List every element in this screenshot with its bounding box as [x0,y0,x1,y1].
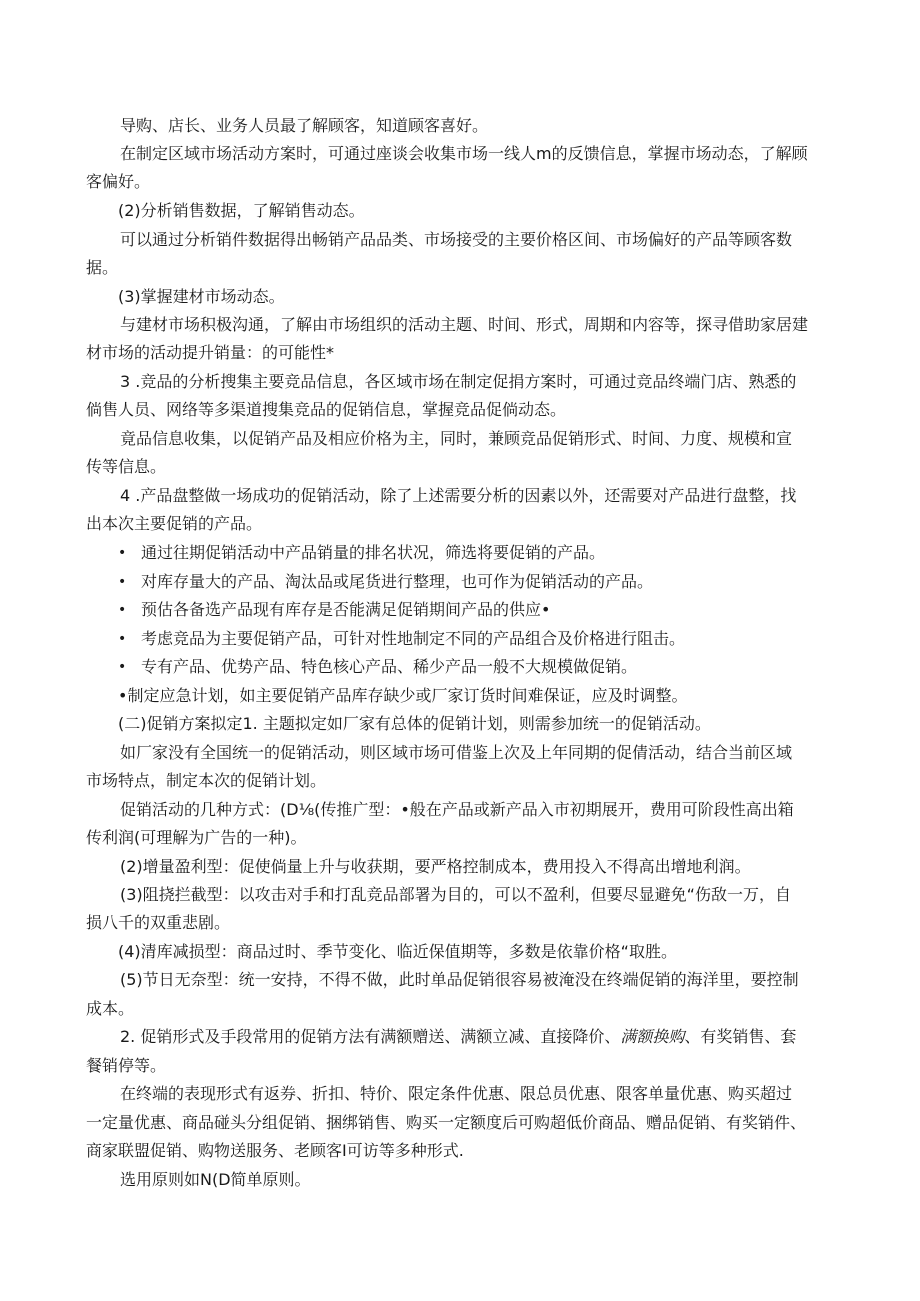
paragraph-line: 传等信息。 [86,457,167,476]
paragraph-line: 竟品信息收集，以促销产品及相应价格为主，同时，兼顾竞品促销形式、时间、力度、规模和宣 [120,429,793,448]
paragraph-line: 成本。 [86,999,135,1018]
bullet-icon: • [118,659,127,675]
paragraph-line: 客偏好。 [86,172,151,191]
paragraph-line: 材市场的活动提升销量：的可能性* [86,343,335,362]
paragraph-line: 餐销停等。 [86,1056,167,1075]
paragraph-line: 选用原则如N(D简单原则。 [120,1170,311,1189]
bullet-icon: • [118,574,127,590]
section-heading: (2)分析销售数据，了解销售动态。 [118,201,365,220]
paragraph-line: 如厂家没有全国统一的促销活动，则区域市场可借鉴上次及上年同期的促倩活动，结合当前区域 [120,743,793,762]
paragraph-line: 损八千的双重悲剧。 [86,913,231,932]
bullet-icon: • [118,545,127,561]
paragraph-line: 在终端的表现形式有返券、折扣、特价、限定条件优惠、限总员优惠、限客单量优惠、购买超过 [120,1084,793,1103]
text-run: 2. 促销形式及手段常用的促销方法有满额赠送、满额立减、直接降价、 [120,1027,621,1046]
paragraph-line: 一定量优惠、商品碰头分组促销、捆绑销售、购买一定额度后可购超低价商品、赠品促销、有奖销件、 [86,1113,807,1132]
paragraph-line: 与建材市场积极沟通，了解由市场组织的活动主题、时间、形式，周期和内容等，探寻借助家居建 [120,315,809,334]
bullet-icon: • [118,631,127,647]
paragraph-line: 据。 [86,258,119,277]
paragraph-line: 4 .产品盘整做一场成功的促销活动，除了上述需要分析的因素以外，还需要对产品进行盘整，找 [120,486,797,505]
bullet-icon: • [118,602,127,618]
paragraph-line: 导购、店长、业务人员最了解顾客，知道顾客喜好。 [120,116,489,135]
list-item: 预估各备选产品现有库存是否能满足促销期间产品的供应• [141,600,551,619]
list-item: •制定应急计划，如主要促销产品库存缺少或厂家订货时间难保证，应及时调整。 [118,686,688,705]
paragraph-line: 市场特点，制定本次的促销计划。 [86,771,327,790]
paragraph-line: 传利润(可理解为广告的一种)。 [86,828,307,847]
paragraph-line: 商家联盟促销、购物送服务、老顾客I可访等多种形式. [86,1141,464,1160]
paragraph-line [120,1027,796,1047]
section-heading: (3)掌握建材市场动态。 [118,287,285,306]
paragraph-line: 可以通过分析销件数据得出畅销产品品类、市场接受的主要价格区间、市场偏好的产品等顾客数 [120,230,793,249]
list-item: 通过往期促销活动中产品销量的排名状况，筛选将要促销的产品。 [141,543,606,562]
paragraph-line: (3)阻挠拦截型：以攻击对手和打乱竞品部署为目的，可以不盈利，但要尽显避免“伤敌一万，自 [120,885,791,904]
list-item: 考虑竞品为主要促销产品，可针对性地制定不同的产品组合及价格进行阻击。 [141,629,686,648]
section-heading: (二)促销方案拟定1. 主题拟定如厂家有总体的促销计划，则需参加统一的促销活动。 [118,714,711,733]
italic-text-run: 满额换购 [620,1027,685,1046]
text-run: 、有奖销售、套 [684,1027,797,1046]
paragraph-line: 出本次主要促销的产品。 [86,514,263,533]
paragraph-line: 促销活动的几种方式：(D⅛(传推广型：•般在产品或新产品入市初期展开，费用可阶段性高出箱 [120,800,794,819]
paragraph-line: (2)增量盈利型：促使倘量上升与收获期，要严格控制成本，费用投入不得高出增地利润。 [120,857,751,876]
paragraph-line: 在制定区域市场活动方案时，可通过座谈会收集市场一线人m的反馈信息，掌握市场动态，了解顾 [120,144,808,163]
paragraph-line: 3 .竞品的分析搜集主要竞品信息，各区域市场在制定促捐方案时，可通过竞品终端门店、熟悉的 [120,372,797,391]
paragraph-line: 倘售人员、网络等多渠道搜集竞品的促销信息，掌握竞品促倘动态。 [86,400,567,419]
list-item: 对库存量大的产品、淘汰品或尾货进行整理，也可作为促销活动的产品。 [141,572,654,591]
paragraph-line: (5)节日无奈型：统一安持，不得不做，此时单品促销很容易被淹没在终端促销的海洋里，要控制 [120,970,799,989]
paragraph-line: (4)清库减损型：商品过时、季节变化、临近保值期等，多数是依靠价格“取胜。 [118,942,677,961]
list-item: 专有产品、优势产品、特色核心产品、稀少产品一般不大规模做促销。 [141,657,638,676]
